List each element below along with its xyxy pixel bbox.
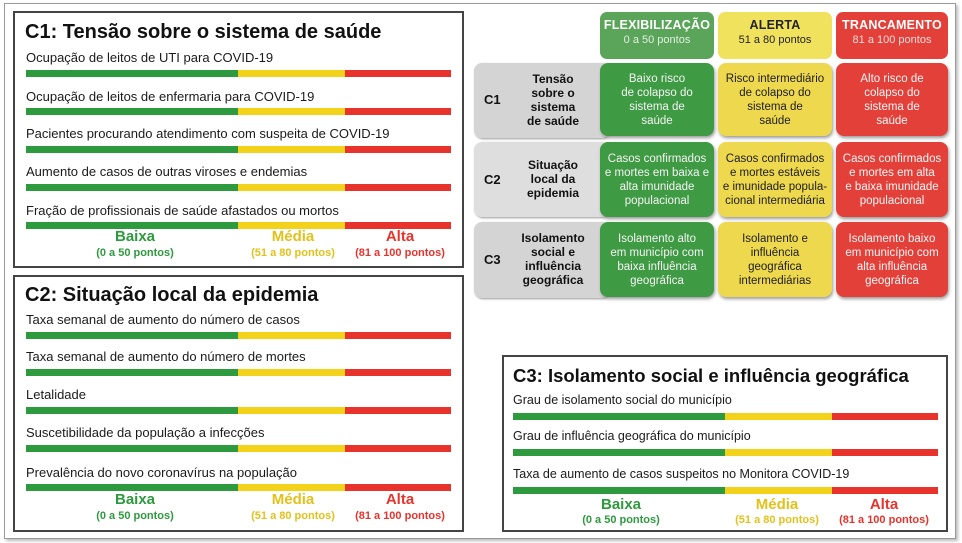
c3-indicator-label: Grau de influência geográfica do município [513, 429, 751, 443]
c1-indicator-bar [26, 70, 451, 77]
c1-indicator-label: Aumento de casos de outras viroses e endemias [26, 164, 308, 179]
cell-c3-alerta: Isolamento e influência geográfica intermediárias [718, 222, 832, 297]
c3-indicator-bar [513, 413, 938, 420]
row-name: Situação local da epidemia [526, 158, 580, 200]
legend-mid-range: (51 a 80 pontos) [735, 514, 819, 526]
legend-low-range: (0 a 50 pontos) [96, 510, 174, 522]
legend-high-range: (81 a 100 pontos) [355, 510, 445, 522]
cell-c1-flexibilizacao: Baixo risco de colapso do sistema de saúde [600, 63, 714, 136]
column-header-trancamento [836, 12, 948, 59]
c1-indicator-label: Ocupação de leitos de UTI para COVID-19 [26, 50, 274, 65]
c3-indicator-bar [513, 449, 938, 456]
c2-indicator-bar [26, 407, 451, 414]
row-header-c3 [474, 222, 610, 298]
column-title: ALERTA [749, 18, 801, 32]
legend-high-label: Alta [385, 228, 415, 245]
c2-indicator-label: Prevalência do novo coronavírus na população [26, 465, 298, 480]
legend-low-range: (0 a 50 pontos) [582, 514, 660, 526]
column-range: 0 a 50 pontos [623, 34, 691, 46]
c2-indicator-label: Taxa semanal de aumento do número de casos [26, 312, 300, 327]
c3-title: C3: Isolamento social e influência geográfica [513, 365, 909, 386]
c1-indicator-label: Ocupação de leitos de enfermaria para COVID-19 [26, 89, 315, 104]
legend-mid-label: Média [271, 491, 315, 508]
legend-mid-label: Média [755, 496, 799, 513]
c2-title: C2: Situação local da epidemia [25, 284, 319, 306]
legend-high-label: Alta [385, 491, 415, 508]
cell-c1-trancamento: Alto risco de colapso do sistema de saúde [836, 63, 948, 136]
legend-mid-label: Média [271, 228, 315, 245]
c1-title: C1: Tensão sobre o sistema de saúde [25, 21, 382, 43]
row-header-c2 [474, 142, 610, 217]
column-header-flexibilizacao [600, 12, 714, 59]
c3-indicator-label: Grau de isolamento social do município [513, 393, 732, 407]
c1-panel [13, 11, 464, 268]
cell-c1-alerta: Risco intermediário de colapso do sistema de saúde [718, 63, 832, 136]
legend-low-label: Baixa [600, 496, 642, 513]
legend-low-label: Baixa [114, 491, 156, 508]
row-name: Isolamento social e influência geográfica [521, 231, 585, 287]
column-range: 51 a 80 pontos [738, 34, 812, 46]
cell-c3-flexibilizacao: Isolamento alto em município com baixa influência geográfica [600, 222, 714, 297]
c1-indicator-label: Fração de profissionais de saúde afastados ou mortos [26, 203, 339, 218]
c1-indicator-bar [26, 146, 451, 153]
legend-high-label: Alta [869, 496, 899, 513]
row-code: C1 [484, 92, 501, 107]
c1-indicator-bar [26, 184, 451, 191]
cell-c2-flexibilizacao: Casos confirmados e mortes em baixa e alta imunidade populacional [600, 142, 714, 217]
c1-indicator-label: Pacientes procurando atendimento com suspeita de COVID-19 [26, 126, 390, 141]
column-range: 81 a 100 pontos [852, 34, 932, 46]
c3-indicator-label: Taxa de aumento de casos suspeitos no Monitora COVID-19 [513, 467, 850, 481]
legend-low-label: Baixa [114, 228, 156, 245]
legend-high-range: (81 a 100 pontos) [355, 247, 445, 259]
column-header-alerta [718, 12, 832, 59]
c1-indicator-bar [26, 108, 451, 115]
legend-mid-range: (51 a 80 pontos) [251, 247, 335, 259]
c3-panel [502, 355, 948, 532]
column-title: TRANCAMENTO [842, 18, 942, 32]
c2-panel [13, 275, 464, 532]
c2-indicator-label: Suscetibilidade da população a infecções [26, 425, 265, 440]
row-code: C2 [484, 172, 501, 187]
c2-indicator-bar [26, 332, 451, 339]
legend-high-range: (81 a 100 pontos) [839, 514, 929, 526]
row-code: C3 [484, 252, 501, 267]
c2-indicator-bar [26, 445, 451, 452]
c2-indicator-bar [26, 484, 451, 491]
row-name: Tensão sobre o sistema de saúde [526, 72, 580, 128]
cell-c2-trancamento: Casos confirmados e mortes em alta e baixa imunidade populacional [836, 142, 948, 217]
c2-indicator-bar [26, 369, 451, 376]
cell-c3-trancamento: Isolamento baixo em município com alta influência geográfica [836, 222, 948, 297]
column-title: FLEXIBILIZAÇÃO [603, 18, 711, 32]
legend-mid-range: (51 a 80 pontos) [251, 510, 335, 522]
c2-indicator-label: Letalidade [26, 387, 86, 402]
legend-low-range: (0 a 50 pontos) [96, 247, 174, 259]
cell-c2-alerta: Casos confirmados e mortes estáveis e imunidade popula- cional intermediária [718, 142, 832, 217]
c3-indicator-bar [513, 487, 938, 494]
row-header-c1 [474, 63, 610, 138]
c2-indicator-label: Taxa semanal de aumento do número de mortes [26, 349, 306, 364]
